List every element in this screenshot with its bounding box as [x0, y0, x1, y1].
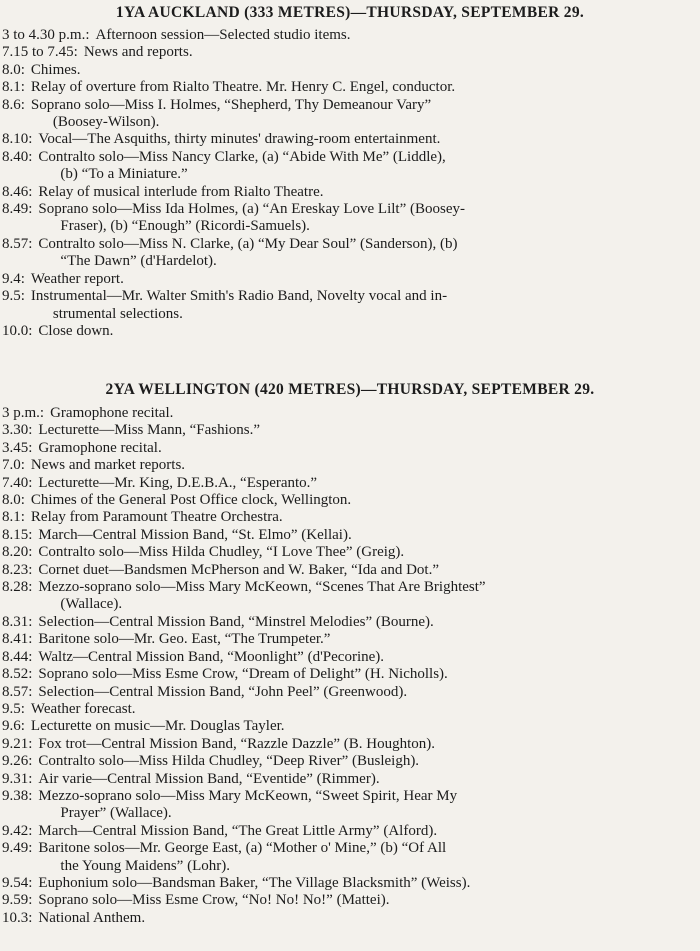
- entry-text: Gramophone recital.: [50, 405, 174, 421]
- programme-entry: [0, 579, 700, 614]
- entry-time: 8.0:: [2, 61, 25, 78]
- entry-description: [31, 271, 700, 288]
- entry-text: March—Central Mission Band, “St. Elmo” (Kellai).: [38, 526, 352, 543]
- entry-continuation: strumental selections.: [52, 305, 183, 322]
- entry-description: [38, 910, 700, 927]
- entry-description: [31, 97, 700, 132]
- programme-entry: [0, 323, 700, 340]
- entry-description: [38, 614, 700, 631]
- entry-description: [31, 718, 700, 735]
- programme-entry: [0, 422, 700, 439]
- entry-time: 8.44:: [2, 648, 33, 665]
- entry-time: 9.38:: [2, 787, 33, 804]
- entry-text: Instrumental—Mr. Walter Smith's Radio Band, Novelty vocal and in-: [30, 288, 448, 305]
- programme-entry: [0, 649, 700, 666]
- entry-text: News and market reports.: [30, 457, 186, 474]
- entry-text: Mezzo-soprano solo—Miss Mary McKeown, “Sweet Spirit, Hear My: [38, 787, 458, 804]
- entry-time: 7.40:: [2, 474, 33, 491]
- entry-time: 9.59:: [2, 892, 33, 909]
- programme-entry: [0, 27, 700, 44]
- programme-entry: [0, 405, 700, 422]
- programme-entry: [0, 288, 700, 323]
- programme-entry: [0, 631, 700, 648]
- entry-text: Lecturette on music—Mr. Douglas Tayler.: [30, 718, 285, 735]
- entry-text: Euphonium solo—Bandsman Baker, “The Village Blacksmith” (Weiss).: [38, 874, 471, 891]
- programme-entry: [0, 823, 700, 840]
- entry-description: [38, 184, 700, 201]
- programme-entry: [0, 492, 700, 509]
- entry-continuation: Prayer” (Wallace).: [60, 805, 172, 822]
- programme-entry: [0, 79, 700, 96]
- entry-time: 3 p.m.:: [2, 405, 45, 421]
- entry-time: 9.6:: [2, 718, 25, 735]
- programme-entry: [0, 840, 700, 875]
- entry-time: 8.10:: [2, 131, 33, 148]
- programme-entry: [0, 475, 700, 492]
- entry-description: [38, 579, 700, 614]
- programme-list-2ya: [0, 405, 700, 927]
- entry-text: Close down.: [38, 322, 114, 339]
- entry-text: Fox trot—Central Mission Band, “Razzle Dazzle” (B. Houghton).: [38, 735, 435, 752]
- entry-text: Contralto solo—Miss Hilda Chudley, “I Love Thee” (Greig).: [38, 544, 405, 561]
- programme-entry: [0, 527, 700, 544]
- entry-text: News and reports.: [83, 44, 193, 61]
- entry-text: Baritone solos—Mr. George East, (a) “Mother o' Mine,” (b) “Of All: [38, 840, 447, 857]
- entry-text: Weather forecast.: [30, 700, 136, 717]
- entry-text: Relay of overture from Rialto Theatre. Mr. Henry C. Engel, conductor.: [30, 79, 456, 96]
- entry-time: 8.49:: [2, 201, 33, 218]
- entry-continuation: (b) “To a Miniature.”: [60, 166, 188, 183]
- entry-description: [38, 422, 700, 439]
- entry-text: Soprano solo—Miss Esme Crow, “Dream of Delight” (H. Nicholls).: [38, 666, 448, 683]
- entry-description: [31, 79, 700, 96]
- entry-description: [38, 753, 700, 770]
- entry-description: [31, 509, 700, 526]
- programme-entry: [0, 666, 700, 683]
- programme-entry: [0, 149, 700, 184]
- entry-time: 8.41:: [2, 631, 33, 648]
- programme-entry: [0, 97, 700, 132]
- entry-time: 3.45:: [2, 439, 33, 456]
- entry-text: Relay from Paramount Theatre Orchestra.: [30, 509, 283, 526]
- entry-description: [31, 457, 700, 474]
- entry-time: 9.42:: [2, 822, 33, 839]
- entry-time: 9.49:: [2, 840, 33, 857]
- programme-entry: [0, 718, 700, 735]
- entry-description: [38, 631, 700, 648]
- entry-text: Waltz—Central Mission Band, “Moonlight” (d'Pecorine).: [38, 648, 385, 665]
- entry-time: 9.4:: [2, 270, 25, 287]
- entry-text: Vocal—The Asquiths, thirty minutes' drawing-room entertainment.: [38, 131, 441, 148]
- entry-text: Weather report.: [30, 270, 124, 287]
- entry-description: [31, 701, 700, 718]
- entry-description: [84, 44, 700, 61]
- entry-description: [38, 736, 700, 753]
- entry-time: 8.46:: [2, 183, 33, 200]
- programme-entry: [0, 62, 700, 79]
- programme-entry: [0, 788, 700, 823]
- entry-text: Cornet duet—Bandsmen McPherson and W. Baker, “Ida and Dot.”: [38, 561, 439, 578]
- entry-description: [38, 149, 700, 184]
- entry-description: [38, 131, 700, 148]
- entry-time: 7.0:: [2, 457, 25, 474]
- entry-description: [38, 236, 700, 271]
- entry-text: March—Central Mission Band, “The Great Little Army” (Alford).: [38, 822, 438, 839]
- entry-description: [38, 684, 700, 701]
- programme-entry: [0, 509, 700, 526]
- programme-entry: [0, 614, 700, 631]
- entry-text: Selection—Central Mission Band, “Minstrel Melodies” (Bourne).: [38, 613, 434, 630]
- entry-time: 8.52:: [2, 666, 33, 683]
- entry-text: Lecturette—Miss Mann, “Fashions.”: [38, 422, 261, 439]
- programme-entry: [0, 457, 700, 474]
- entry-description: [31, 288, 700, 323]
- entry-description: [38, 892, 700, 909]
- programme-entry: [0, 684, 700, 701]
- entry-text: Air varie—Central Mission Band, “Eventide” (Rimmer).: [38, 770, 380, 787]
- programme-list-1ya: [0, 27, 700, 340]
- entry-text: Afternoon session—Selected studio items.: [95, 27, 351, 43]
- programme-entry: [0, 910, 700, 927]
- programme-entry: [0, 701, 700, 718]
- entry-continuation: “The Dawn” (d'Hardelot).: [60, 253, 217, 270]
- entry-description: [38, 649, 700, 666]
- entry-description: [38, 788, 700, 823]
- programme-entry: [0, 440, 700, 457]
- entry-continuation: Fraser), (b) “Enough” (Ricordi-Samuels).: [60, 218, 310, 235]
- programme-entry: [0, 236, 700, 271]
- entry-time: 3 to 4.30 p.m.:: [2, 27, 90, 43]
- entry-continuation: (Wallace).: [60, 596, 123, 613]
- entry-description: [38, 562, 700, 579]
- programme-entry: [0, 892, 700, 909]
- programme-entry: [0, 771, 700, 788]
- entry-time: 8.40:: [2, 148, 33, 165]
- entry-time: 8.20:: [2, 544, 33, 561]
- entry-time: 9.26:: [2, 753, 33, 770]
- entry-description: [38, 323, 700, 340]
- entry-description: [38, 666, 700, 683]
- entry-text: Soprano solo—Miss Esme Crow, “No! No! No!” (Mattei).: [38, 892, 390, 909]
- entry-description: [31, 62, 700, 79]
- programme-entry: [0, 753, 700, 770]
- entry-description: [38, 771, 700, 788]
- entry-time: 9.54:: [2, 874, 33, 891]
- entry-time: 8.57:: [2, 235, 33, 252]
- entry-time: 9.5:: [2, 700, 25, 717]
- programme-entry: [0, 544, 700, 561]
- entry-time: 10.0:: [2, 322, 33, 339]
- entry-time: 8.1:: [2, 79, 25, 96]
- entry-time: 7.15 to 7.45:: [2, 44, 78, 61]
- entry-description: [38, 527, 700, 544]
- entry-time: 9.31:: [2, 770, 33, 787]
- entry-description: [38, 544, 700, 561]
- entry-description: [38, 475, 700, 492]
- entry-text: Chimes of the General Post Office clock, Wellington.: [30, 492, 352, 509]
- entry-time: 8.15:: [2, 526, 33, 543]
- entry-text: Contralto solo—Miss N. Clarke, (a) “My Dear Soul” (Sanderson), (b): [38, 235, 458, 252]
- entry-text: Baritone solo—Mr. Geo. East, “The Trumpeter.”: [38, 631, 331, 648]
- programme-entry: [0, 736, 700, 753]
- entry-time: 8.1:: [2, 509, 25, 526]
- entry-time: 8.0:: [2, 492, 25, 509]
- entry-continuation: (Boosey-Wilson).: [52, 114, 160, 131]
- programme-entry: [0, 44, 700, 61]
- entry-time: 8.57:: [2, 683, 33, 700]
- programme-entry: [0, 562, 700, 579]
- entry-time: 8.6:: [2, 96, 25, 113]
- entry-description: [38, 823, 700, 840]
- entry-description: [38, 201, 700, 236]
- entry-time: 9.5:: [2, 288, 25, 305]
- entry-description: [38, 440, 700, 457]
- entry-continuation: the Young Maidens” (Lohr).: [60, 857, 230, 874]
- entry-text: Mezzo-soprano solo—Miss Mary McKeown, “Scenes That Are Brightest”: [38, 579, 486, 596]
- entry-time: 8.31:: [2, 613, 33, 630]
- entry-description: [38, 875, 700, 892]
- entry-text: Soprano solo—Miss I. Holmes, “Shepherd, Thy Demeanour Vary”: [30, 96, 432, 113]
- entry-description: [38, 840, 700, 875]
- entry-text: Chimes.: [30, 61, 81, 78]
- programme-entry: [0, 201, 700, 236]
- entry-time: 10.3:: [2, 909, 33, 926]
- programme-entry: [0, 875, 700, 892]
- entry-text: Soprano solo—Miss Ida Holmes, (a) “An Ereskay Love Lilt” (Boosey-: [38, 201, 465, 218]
- entry-text: National Anthem.: [38, 909, 146, 926]
- entry-text: Contralto solo—Miss Hilda Chudley, “Deep River” (Busleigh).: [38, 753, 420, 770]
- entry-time: 8.23:: [2, 561, 33, 578]
- programme-entry: [0, 184, 700, 201]
- entry-description: [31, 492, 700, 509]
- station-heading-2ya: 2YA WELLINGTON (420 METRES)—THURSDAY, SEPTEMBER 29.: [105, 381, 595, 398]
- station-heading-1ya: 1YA AUCKLAND (333 METRES)—THURSDAY, SEPTEMBER 29.: [115, 4, 585, 21]
- entry-time: 8.28:: [2, 579, 33, 596]
- entry-description: [96, 27, 700, 44]
- entry-text: Lecturette—Mr. King, D.E.B.A., “Esperanto.”: [38, 474, 318, 491]
- programme-entry: [0, 271, 700, 288]
- programme-entry: [0, 131, 700, 148]
- entry-description: [50, 405, 700, 422]
- entry-text: Relay of musical interlude from Rialto Theatre.: [38, 183, 324, 200]
- entry-time: 3.30:: [2, 422, 33, 439]
- entry-text: Selection—Central Mission Band, “John Peel” (Greenwood).: [38, 683, 408, 700]
- entry-time: 9.21:: [2, 735, 33, 752]
- entry-text: Gramophone recital.: [38, 439, 162, 456]
- entry-text: Contralto solo—Miss Nancy Clarke, (a) “Abide With Me” (Liddle),: [38, 148, 446, 165]
